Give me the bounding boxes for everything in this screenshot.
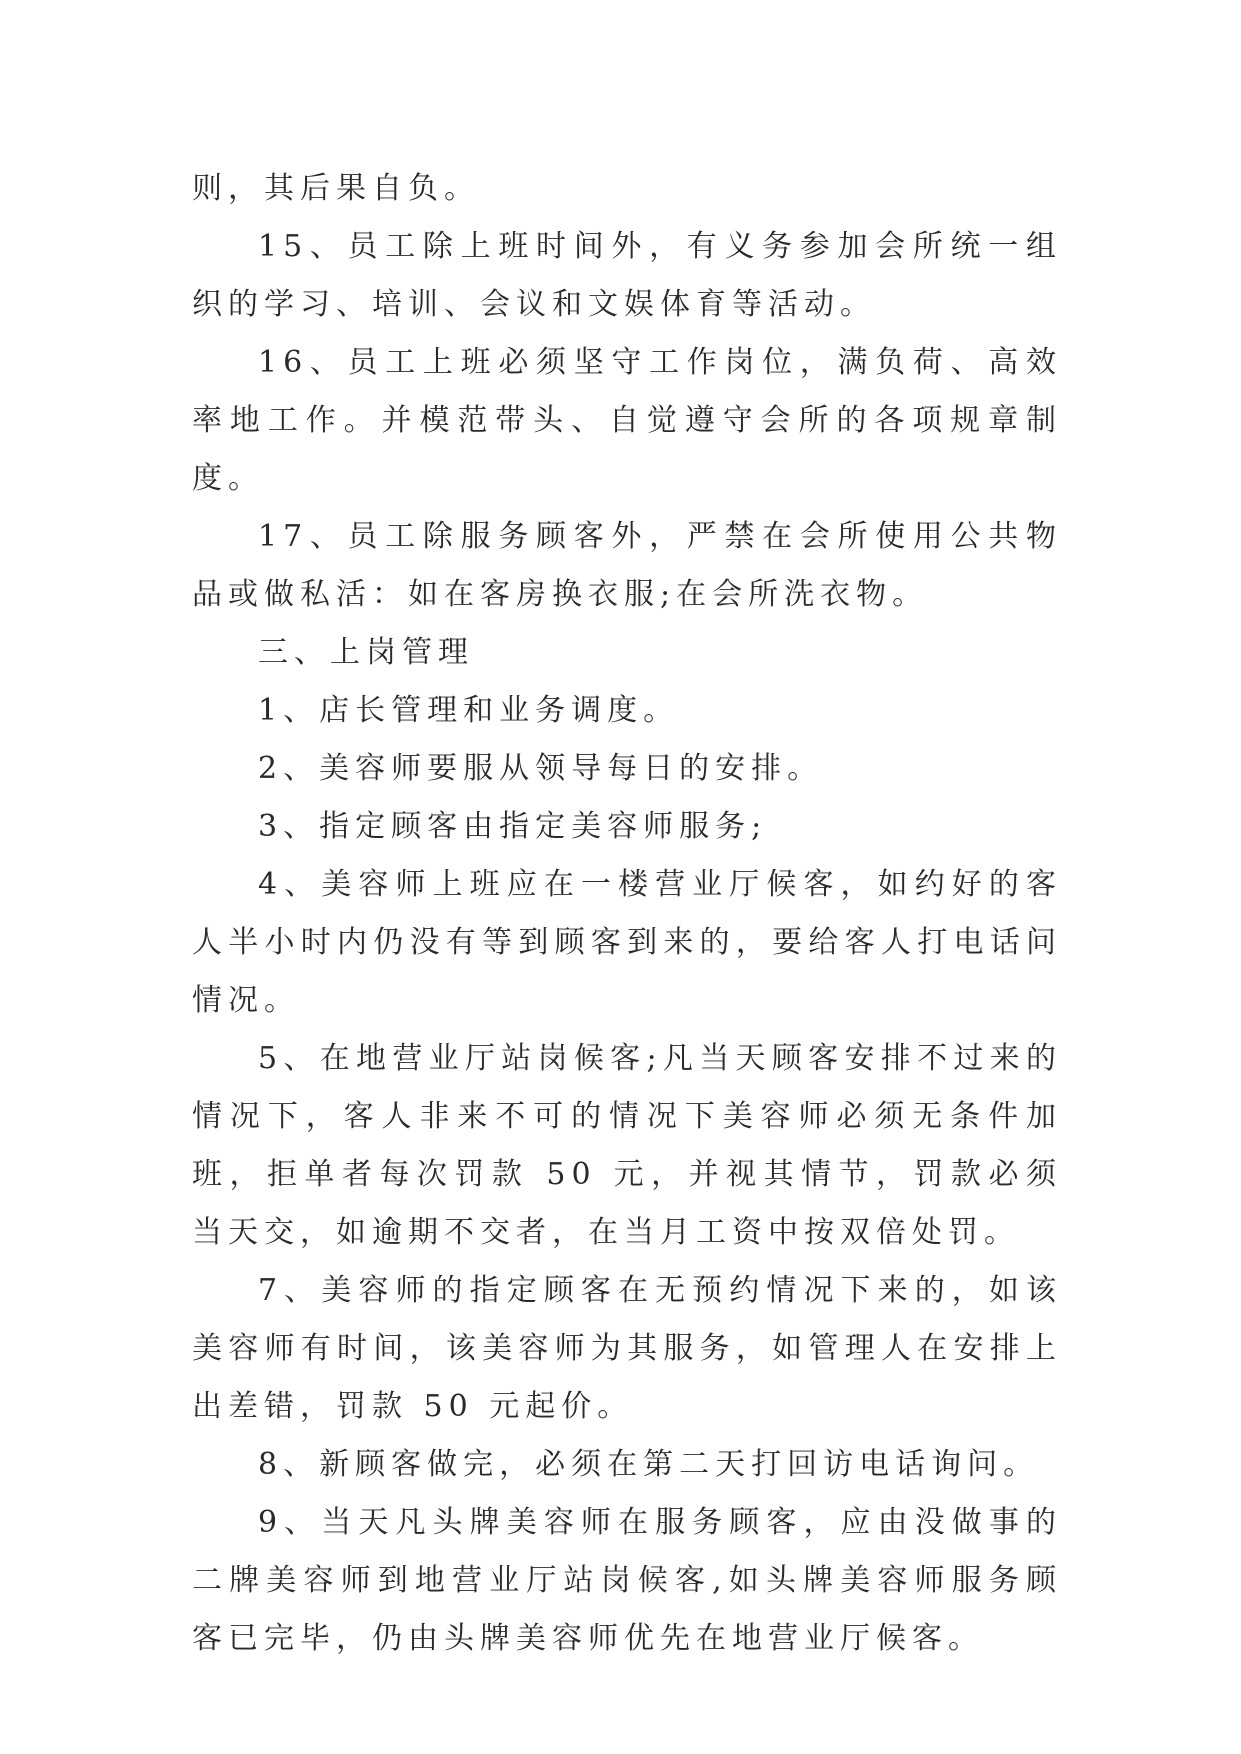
paragraph-item-3: 3、指定顾客由指定美容师服务; <box>258 809 768 844</box>
paragraph-item-9: 9、当天凡头牌美容师在服务顾客，应由没做事的二牌美容师到地营业厅站岗候客,如头牌美容师服务顾客已完毕，仍由头牌美容师优先在地营业厅候客。 <box>192 1505 1062 1656</box>
paragraph-item-7: 7、美容师的指定顾客在无预约情况下来的，如该美容师有时间，该美容师为其服务，如管理人在安排上出差错，罚款 50 元起价。 <box>192 1273 1062 1424</box>
paragraph-item-5: 5、在地营业厅站岗候客;凡当天顾客安排不过来的情况下，客人非来不可的情况下美容师必须无条件加班，拒单者每次罚款 50 元，并视其情节，罚款必须当天交，如逾期不交者，在当月工资中按双倍处罚。 <box>192 1041 1062 1250</box>
paragraph-item-1: 1、店长管理和业务调度。 <box>258 693 680 728</box>
paragraph-item-2: 2、美容师要服从领导每日的安排。 <box>258 751 824 786</box>
paragraph-rule-17: 17、员工除服务顾客外，严禁在会所使用公共物品或做私活：如在客房换衣服;在会所洗衣物。 <box>192 519 1062 612</box>
section-heading-shanggang-guanli: 三、上岗管理 <box>258 635 474 670</box>
document-body <box>192 160 1062 1668</box>
paragraph-rule-15: 15、员工除上班时间外，有义务参加会所统一组织的学习、培训、会议和文娱体育等活动。 <box>192 229 1062 322</box>
paragraph-item-8: 8、新顾客做完，必须在第二天打回访电话询问。 <box>258 1447 1040 1482</box>
paragraph-item-4: 4、美容师上班应在一楼营业厅候客，如约好的客人半小时内仍没有等到顾客到来的，要给客人打电话问情况。 <box>192 867 1062 1018</box>
paragraph-continuation: 则，其后果自负。 <box>192 171 480 206</box>
paragraph-rule-16: 16、员工上班必须坚守工作岗位，满负荷、高效率地工作。并模范带头、自觉遵守会所的各项规章制度。 <box>192 345 1062 496</box>
